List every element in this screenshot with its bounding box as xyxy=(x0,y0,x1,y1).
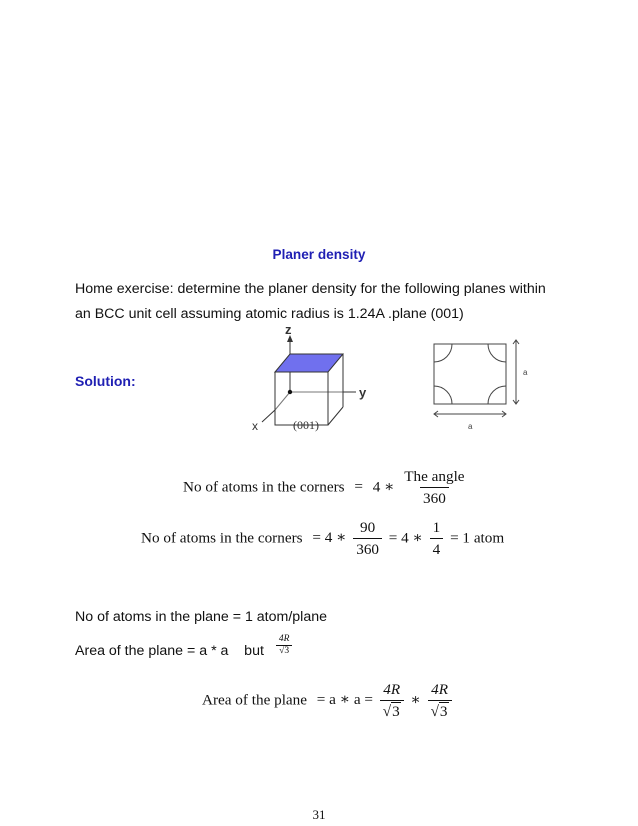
sqrt-radicand: 3 xyxy=(439,703,448,721)
equation-area-of-plane xyxy=(202,681,455,721)
area-small-numerator: 4R xyxy=(278,634,290,644)
exercise-line-1: Home exercise: determine the planer density for the following planes within xyxy=(75,281,546,297)
sqrt-symbol: √ xyxy=(430,703,439,721)
area-eq-lhs: Area of the plane xyxy=(202,691,307,709)
area-definition-line xyxy=(75,634,295,663)
equation-corners-angle xyxy=(183,468,471,508)
area-eq-mid: = a ∗ a = xyxy=(316,691,373,709)
eq2-numerator-2: 1 xyxy=(432,519,441,536)
area-eq-fraction-2 xyxy=(428,681,452,721)
plane-001-fill xyxy=(275,354,343,372)
eq2-eq2: = 4 ∗ xyxy=(388,529,423,547)
axis-z-label: z xyxy=(285,322,292,337)
eq1-lhs: No of atoms in the corners xyxy=(183,478,345,496)
origin-dot xyxy=(288,390,292,394)
eq2-denominator-1: 360 xyxy=(353,538,382,558)
area-eq-numerator-2: 4R xyxy=(431,681,448,698)
axis-y-label: y xyxy=(359,385,367,400)
eq2-numerator-1: 90 xyxy=(360,519,376,536)
area-eq-denominator-1 xyxy=(380,700,404,720)
eq2-result: = 1 atom xyxy=(450,529,505,547)
plane-miller-label: (001) xyxy=(293,418,319,432)
area-eq-denominator-2 xyxy=(428,700,452,720)
eq2-fraction-2 xyxy=(430,519,444,559)
sqrt-symbol: √ xyxy=(279,645,285,656)
eq2-lhs: No of atoms in the corners xyxy=(141,529,303,547)
eq2-denominator-2: 4 xyxy=(430,538,444,558)
area-eq-fraction-1 xyxy=(380,681,404,721)
area-small-fraction xyxy=(276,634,293,657)
area-definition-text: Area of the plane = a * a but xyxy=(75,643,264,660)
area-small-denominator xyxy=(276,645,292,657)
page-title: Planer density xyxy=(272,247,366,262)
side-a-bottom-label: a xyxy=(468,422,473,431)
eq1-numerator: The angle xyxy=(404,468,465,485)
sqrt-symbol: √ xyxy=(382,703,392,721)
area-eq-numerator-1: 4R xyxy=(383,681,401,698)
equation-corners-value xyxy=(141,519,504,559)
eq1-coef: 4 ∗ xyxy=(372,478,395,496)
sqrt-radicand: 3 xyxy=(392,703,400,721)
eq2-fraction-1 xyxy=(353,519,382,559)
sqrt-radicand: 3 xyxy=(284,645,290,656)
eq2-eq1: = 4 ∗ xyxy=(312,529,347,547)
eq1-denominator: 360 xyxy=(420,487,449,507)
plane-square-figure xyxy=(428,338,538,434)
eq1-equals: = xyxy=(354,478,363,496)
area-eq-operator: ∗ xyxy=(410,691,421,709)
solution-label: Solution: xyxy=(75,373,136,389)
side-a-right-label: a xyxy=(523,368,528,377)
axis-x-label: x xyxy=(252,419,258,433)
cube-001-figure xyxy=(248,322,378,434)
page-number: 31 xyxy=(312,807,326,822)
atoms-in-plane-line: No of atoms in the plane = 1 atom/plane xyxy=(75,609,327,625)
eq1-fraction xyxy=(401,468,467,508)
exercise-line-2: an BCC unit cell assuming atomic radius is 1.24A .plane (001) xyxy=(75,306,464,322)
